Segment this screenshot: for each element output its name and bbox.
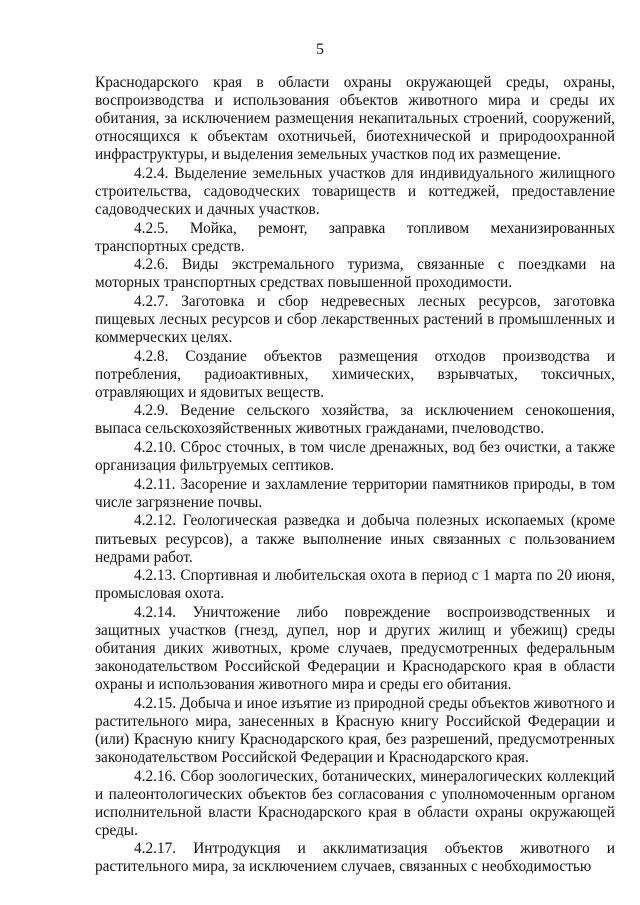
paragraph-4-2-13: 4.2.13. Спортивная и любительская охота в период с 1 марта по 20 июня, промысловая охота. <box>95 567 615 603</box>
paragraph-4-2-15: 4.2.15. Добыча и иное изъятие из природной среды объектов животного и растительного мира, занесенных в Красную книгу Российской Федерации и (или) Красную книгу Краснодарского края, без разрешений, предусмотренных законодательством Российской Федерации и Краснодарского края. <box>95 694 615 766</box>
paragraph-4-2-11: 4.2.11. Засорение и захламление территории памятников природы, в том числе загрязнение почвы. <box>95 475 615 511</box>
paragraph-4-2-8: 4.2.8. Создание объектов размещения отходов производства и потребления, радиоактивных, химических, взрывчатых, токсичных, отравляющих и ядовитых веществ. <box>95 347 615 401</box>
paragraph-4-2-6: 4.2.6. Виды экстремального туризма, связанные с поездками на моторных транспортных средствах повышенной проходимости. <box>95 256 615 292</box>
paragraph-4-2-16: 4.2.16. Сбор зоологических, ботанических, минералогических коллекций и палеонтологических объектов без согласования с уполномоченным органом исполнительной власти Краснодарского края в области охраны окружающей среды. <box>95 767 615 839</box>
paragraph-continuation: Краснодарского края в области охраны окружающей среды, охраны, воспроизводства и использования объектов животного мира и среды их обитания, за исключением размещения некапитальных строений, сооружений, относящихся к объектам охотничьей, биотехнической и природоохранной инфраструктуры, и выделения земельных участков под их размещение. <box>95 74 615 164</box>
paragraph-4-2-14: 4.2.14. Уничтожение либо повреждение воспроизводственных и защитных участков (гнезд, дупел, нор и других жилищ и убежищ) среды обитания диких животных, кроме случаев, предусмотренных федеральным законодательством Российской Федерации и Краснодарского края в области охраны и использования животного мира и среды его обитания. <box>95 603 615 694</box>
page-number: 5 <box>316 41 324 58</box>
paragraph-4-2-7: 4.2.7. Заготовка и сбор недревесных лесных ресурсов, заготовка пищевых лесных ресурсов и сбор лекарственных растений в промышленных и коммерческих целях. <box>95 292 615 347</box>
paragraph-4-2-9: 4.2.9. Ведение сельского хозяйства, за исключением сенокошения, выпаса сельскохозяйственных животных гражданами, пчеловодство. <box>95 402 615 438</box>
paragraph-4-2-10: 4.2.10. Сброс сточных, в том числе дренажных, вод без очистки, а также организация фильтруемых септиков. <box>95 439 615 475</box>
paragraph-4-2-12: 4.2.12. Геологическая разведка и добыча полезных ископаемых (кроме питьевых ресурсов), а также выполнение иных связанных с пользованием недрами работ. <box>95 512 615 566</box>
paragraph-4-2-4: 4.2.4. Выделение земельных участков для индивидуального жилищного строительства, садоводческих товариществ и коттеджей, предоставление садоводческих и дачных участков. <box>95 164 615 218</box>
paragraph-4-2-17: 4.2.17. Интродукция и акклиматизация объектов животного и растительного мира, за исключением случаев, связанных с необходимостью <box>95 840 615 876</box>
document-body <box>95 74 615 877</box>
paragraph-4-2-5: 4.2.5. Мойка, ремонт, заправка топливом механизированных транспортных средств. <box>95 219 615 255</box>
